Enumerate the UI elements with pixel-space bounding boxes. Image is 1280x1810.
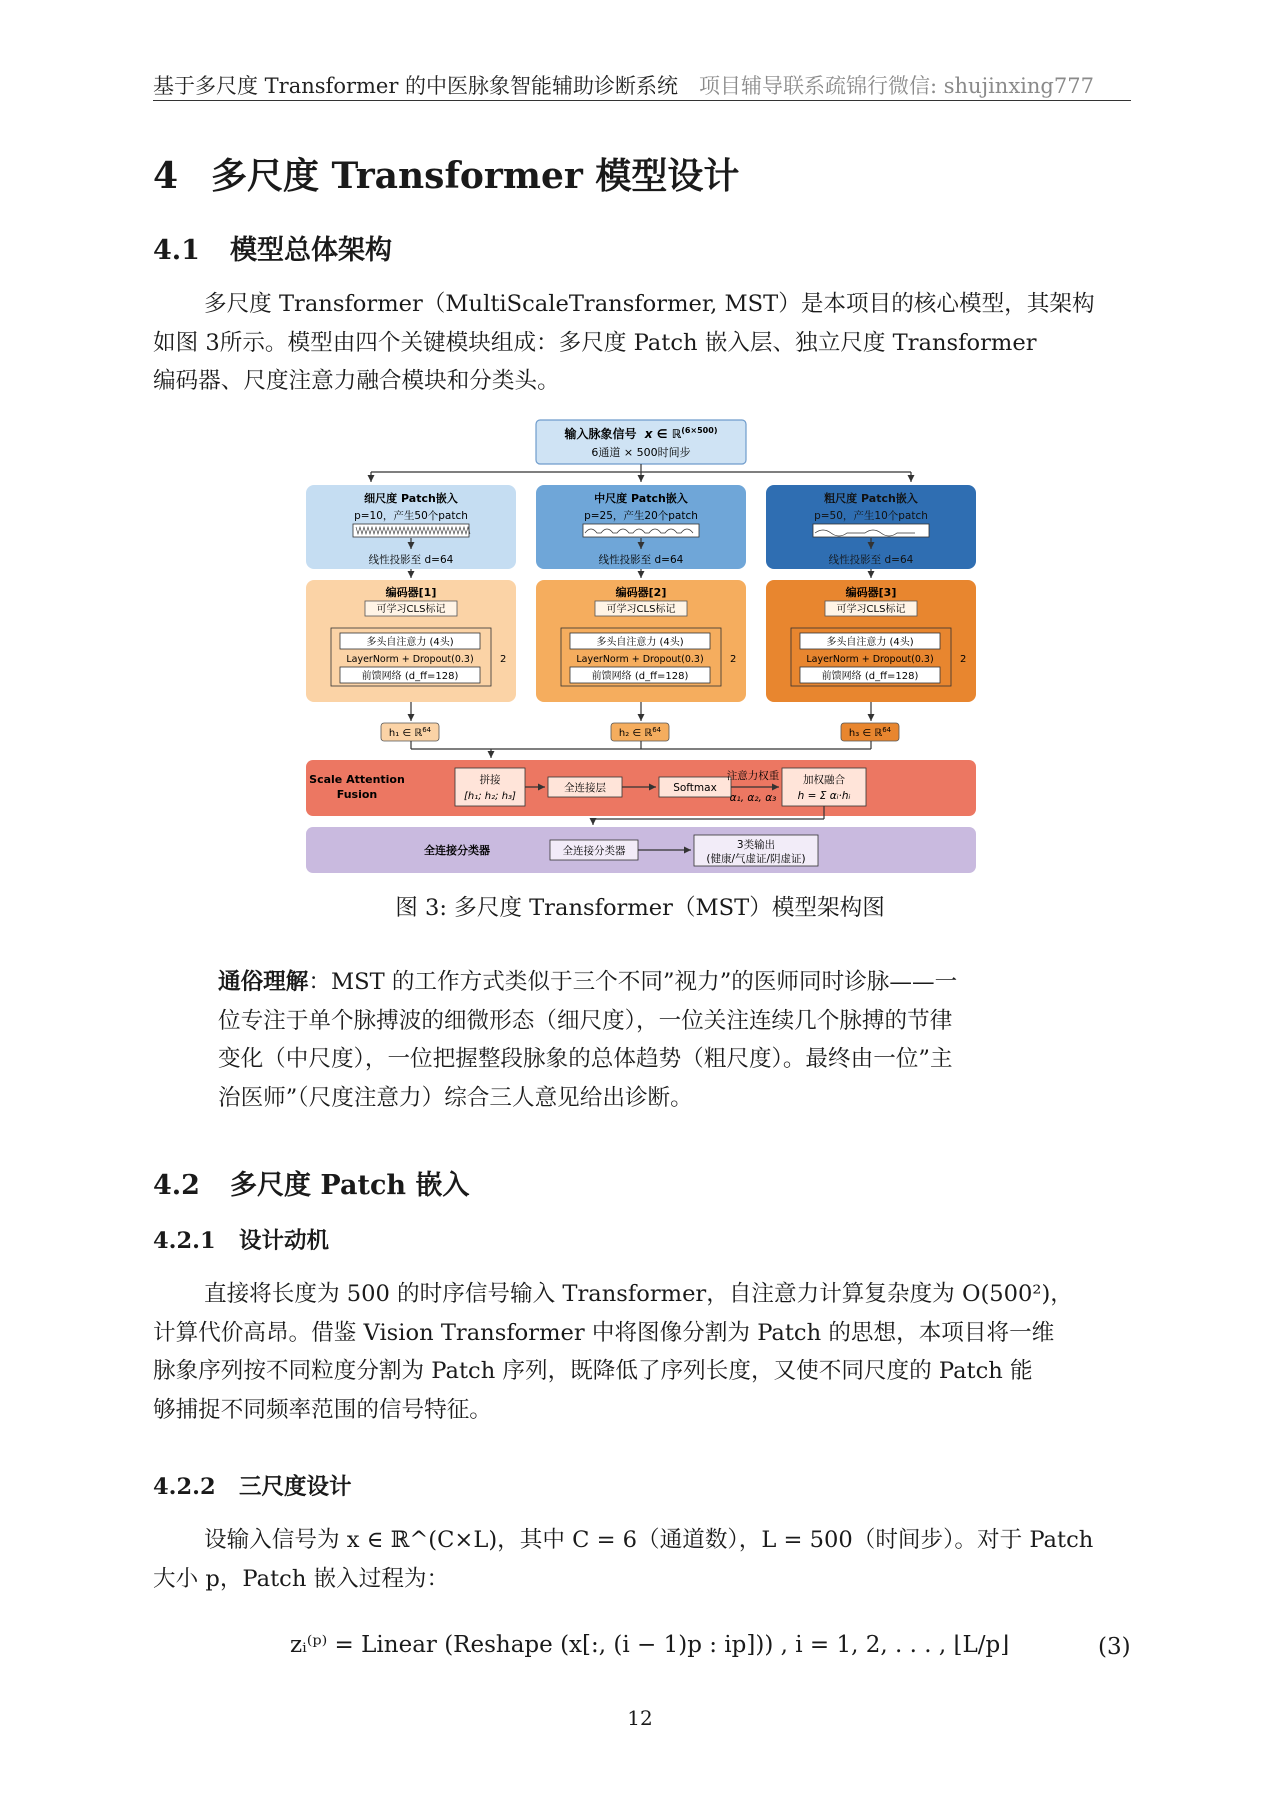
- text-line: 位专注于单个脉搏波的细微形态（细尺度），一位关注连续几个脉搏的节律: [218, 1007, 953, 1034]
- svg-text:输入脉象信号 x ∈ ℝ(6×500): 输入脉象信号 x ∈ ℝ$^{(6\times 500)}$: [564, 426, 718, 441]
- svg-text:可学习CLS标记: 可学习CLS标记: [836, 604, 906, 615]
- fusion-band: [306, 760, 976, 816]
- svg-text:2: 2: [960, 654, 967, 665]
- svg-text:编码器[2]: 编码器[2]: [615, 586, 667, 599]
- svg-text:LayerNorm + Dropout(0.3): LayerNorm + Dropout(0.3): [346, 654, 474, 665]
- svg-text:2: 2: [730, 654, 737, 665]
- subsection-title: 三尺度设计: [239, 1474, 352, 1500]
- equation: zᵢ⁽ᵖ⁾ = Linear (Reshape (x[:, (i − 1)p : ip])) , i = 1, 2, . . . , ⌊L/p⌋: [290, 1632, 1010, 1658]
- svg-text:LayerNorm + Dropout(0.3): LayerNorm + Dropout(0.3): [576, 654, 704, 665]
- svg-text:前馈网络 (d_ff=128): 前馈网络 (d_ff=128): [591, 671, 689, 682]
- explanation-label: 通俗理解: [218, 969, 309, 995]
- chapter-heading: [153, 148, 739, 199]
- svg-text:LayerNorm + Dropout(0.3): LayerNorm + Dropout(0.3): [806, 654, 934, 665]
- svg-text:p=10，产生50个patch: p=10，产生50个patch: [354, 510, 468, 522]
- svg-text:全连接分类器: 全连接分类器: [562, 845, 626, 857]
- explanation-block: [218, 963, 1066, 1117]
- text-line: 脉象序列按不同粒度分割为 Patch 序列，既降低了序列长度，又使不同尺度的 Patch 能: [153, 1358, 1033, 1384]
- svg-text:h = Σ αᵢ·hᵢ: h = Σ αᵢ·hᵢ: [797, 790, 851, 802]
- text-line: 编码器、尺度注意力融合模块和分类头。: [153, 368, 560, 394]
- section-heading-4-1: [153, 228, 392, 267]
- page-number: 12: [627, 1706, 653, 1730]
- svg-text:编码器[3]: 编码器[3]: [845, 586, 897, 599]
- svg-text:编码器[1]: 编码器[1]: [385, 586, 437, 599]
- text-line: 多尺度 Transformer（MultiScaleTransformer, MST）是本项目的核心模型，其架构: [204, 291, 1095, 317]
- figure-caption: 图 3: 多尺度 Transformer（MST）模型架构图: [395, 895, 885, 921]
- svg-text:线性投影至 d=64: 线性投影至 d=64: [828, 554, 914, 566]
- text-line: 计算代价高昂。借鉴 Vision Transformer 中将图像分割为 Patch 的思想，本项目将一维: [153, 1319, 1055, 1346]
- svg-text:可学习CLS标记: 可学习CLS标记: [606, 604, 676, 615]
- svg-text:全连接分类器: 全连接分类器: [424, 844, 490, 857]
- section-heading-4-2: [153, 1163, 469, 1202]
- text-line: ：MST 的工作方式类似于三个不同”视力”的医师同时诊脉——一: [308, 969, 958, 995]
- header-watermark: 项目辅导联系疏锦行微信: shujinxing777: [699, 74, 1094, 98]
- text-line: 设输入信号为 x ∈ ℝ^(C×L)，其中 C = 6（通道数），L = 500（时间步）。对于 Patch: [204, 1527, 1094, 1553]
- svg-text:前馈网络 (d_ff=128): 前馈网络 (d_ff=128): [821, 671, 919, 682]
- paragraph-4-1: [153, 285, 1131, 401]
- svg-text:中尺度 Patch嵌入: 中尺度 Patch嵌入: [594, 492, 688, 505]
- svg-text:[h₁; h₂; h₃]: [h₁; h₂; h₃]: [464, 791, 516, 802]
- svg-text:加权融合: 加权融合: [803, 774, 845, 786]
- svg-text:p=50，产生10个patch: p=50，产生10个patch: [814, 510, 928, 522]
- svg-text:多头自注意力 (4头): 多头自注意力 (4头): [826, 637, 914, 648]
- svg-text:拼接: 拼接: [479, 774, 501, 786]
- svg-text:细尺度 Patch嵌入: 细尺度 Patch嵌入: [364, 492, 458, 505]
- svg-text:Scale Attention: Scale Attention: [309, 773, 405, 786]
- svg-text:2: 2: [500, 654, 507, 665]
- section-title: 模型总体架构: [230, 235, 392, 266]
- text-line: 治医师”（尺度注意力）综合三人意见给出诊断。: [218, 1084, 693, 1111]
- text-line: 大小 p，Patch 嵌入过程为：: [153, 1565, 450, 1592]
- svg-text:Fusion: Fusion: [336, 788, 378, 801]
- subsection-title: 设计动机: [239, 1228, 330, 1254]
- svg-text:h₁ ∈ ℝ64: h₁ ∈ ℝ$^{64}$: [388, 726, 432, 739]
- running-header: [153, 66, 1131, 101]
- subsection-heading-4-2-1: [153, 1223, 329, 1255]
- svg-text:可学习CLS标记: 可学习CLS标记: [376, 604, 446, 615]
- svg-text:全连接层: 全连接层: [564, 782, 606, 794]
- chapter-title: 多尺度 Transformer 模型设计: [211, 155, 740, 197]
- paragraph-4-2-2: [153, 1521, 1131, 1598]
- svg-text:h₃ ∈ ℝ64: h₃ ∈ ℝ$^{64}$: [848, 726, 892, 739]
- input-title: 输入脉象信号: [564, 427, 637, 441]
- branch-mid: [536, 485, 746, 741]
- subsection-number: 4.2.2: [153, 1474, 216, 1500]
- svg-text:3类输出: 3类输出: [736, 839, 776, 851]
- section-number: 4.1: [153, 235, 200, 266]
- header-title: 基于多尺度 Transformer 的中医脉象智能辅助诊断系统: [153, 74, 679, 98]
- svg-text:p=25，产生20个patch: p=25，产生20个patch: [584, 510, 698, 522]
- text-line: 够捕捉不同频率范围的信号特征。: [153, 1396, 492, 1423]
- subsection-heading-4-2-2: [153, 1469, 352, 1501]
- chapter-number: 4: [153, 155, 179, 197]
- text-line: 变化（中尺度），一位把握整段脉象的总体趋势（粗尺度）。最终由一位”主: [218, 1046, 953, 1072]
- svg-text:α₁, α₂, α₃: α₁, α₂, α₃: [729, 792, 777, 804]
- svg-text:线性投影至 d=64: 线性投影至 d=64: [368, 554, 454, 566]
- architecture-figure: [153, 415, 1131, 877]
- section-number: 4.2: [153, 1170, 200, 1201]
- text-line: 直接将长度为 500 的时序信号输入 Transformer，自注意力计算复杂度为 O(500²)，: [204, 1281, 1073, 1307]
- branch-coarse: [766, 485, 976, 741]
- subsection-number: 4.2.1: [153, 1228, 216, 1254]
- svg-text:多头自注意力 (4头): 多头自注意力 (4头): [366, 637, 454, 648]
- equation-number: (3): [1098, 1634, 1131, 1660]
- svg-text:多头自注意力 (4头): 多头自注意力 (4头): [596, 637, 684, 648]
- svg-text:前馈网络 (d_ff=128): 前馈网络 (d_ff=128): [361, 671, 459, 682]
- svg-text:粗尺度 Patch嵌入: 粗尺度 Patch嵌入: [824, 492, 918, 505]
- branch-fine: [306, 485, 516, 741]
- svg-text:h₂ ∈ ℝ64: h₂ ∈ ℝ$^{64}$: [618, 726, 662, 739]
- svg-text:Softmax: Softmax: [673, 782, 717, 794]
- section-title: 多尺度 Patch 嵌入: [230, 1170, 470, 1201]
- input-desc: 6通道 × 500时间步: [591, 446, 691, 459]
- svg-text:(健康/气虚证/阴虚证): (健康/气虚证/阴虚证): [706, 853, 806, 865]
- svg-text:注意力权重: 注意力权重: [726, 770, 780, 782]
- text-line: 如图 3所示。模型由四个关键模块组成：多尺度 Patch 嵌入层、独立尺度 Transformer: [153, 329, 1037, 356]
- svg-text:线性投影至 d=64: 线性投影至 d=64: [598, 554, 684, 566]
- paragraph-4-2-1: [153, 1275, 1131, 1429]
